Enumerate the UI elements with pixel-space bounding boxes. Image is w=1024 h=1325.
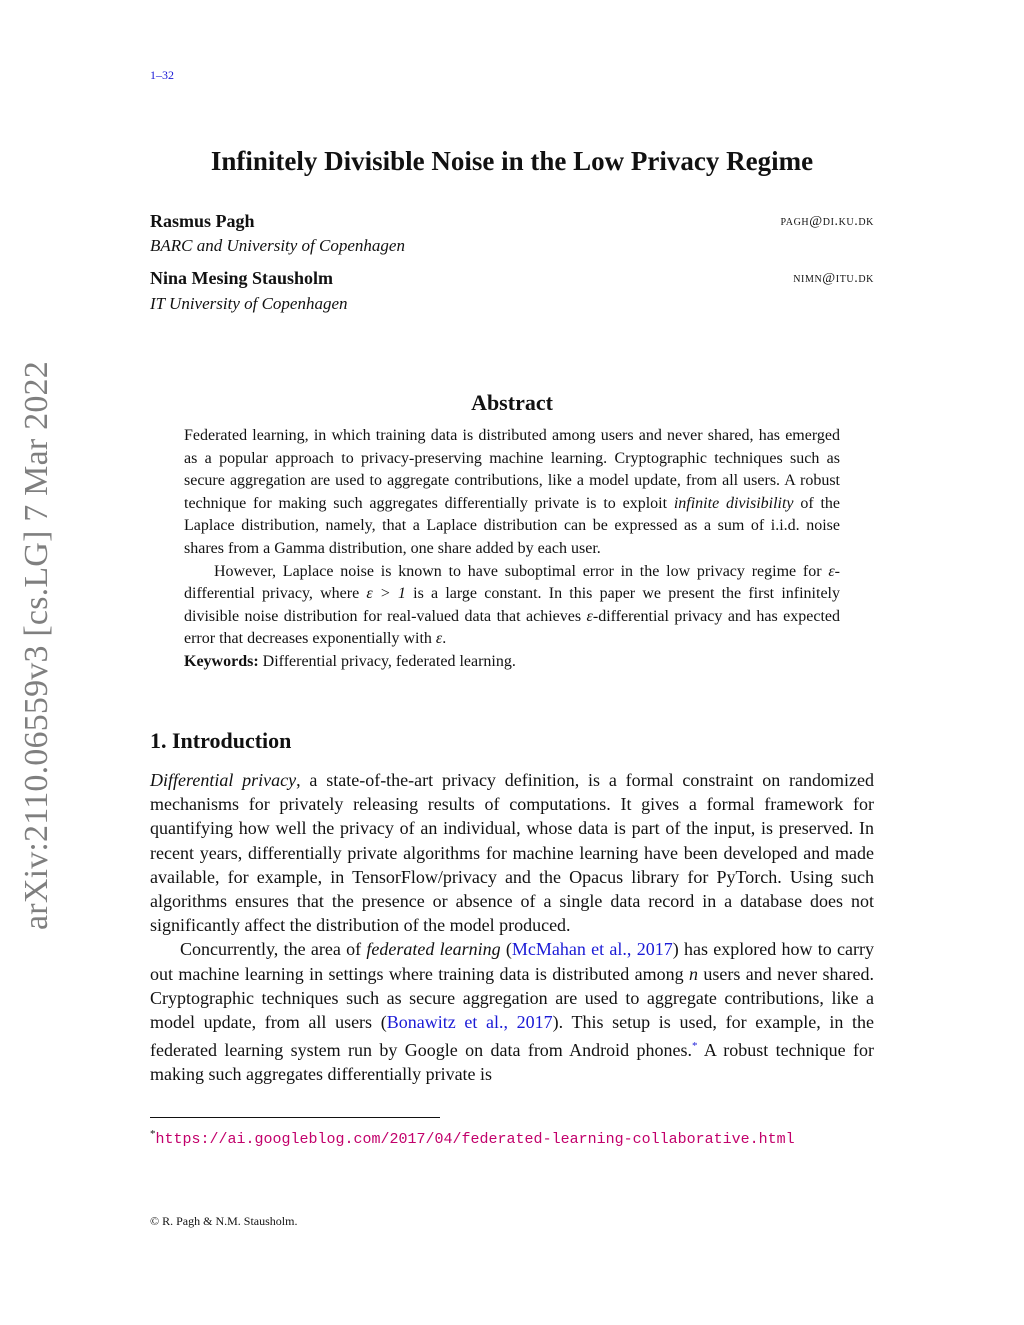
footnote-mark: *: [150, 1128, 156, 1140]
author-affiliation-2: IT University of Copenhagen: [150, 294, 348, 313]
abstract-paragraph-1: Federated learning, in which training data is distributed among users and never shared, has emerged as a popular approach to privacy-preserving machine learning. Cryptographic techniques such as secure aggregation are used to aggregate contributions, like a model update, from all users. A robust technique for making such aggregates differentially private is to exploit infinite divisibility of the Laplace distribution, namely, that a Laplace distribution can be expressed as a sum of i.i.d. noise shares from a Gamma distribution, one share added by each user.: [184, 427, 841, 557]
author-affiliation-1: BARC and University of Copenhagen: [150, 236, 405, 255]
page-range: 1–32: [150, 68, 174, 82]
citation-link-mcmahan[interactable]: McMahan et al., 2017: [511, 939, 673, 960]
author-email-2[interactable]: nimn@itu.dk: [793, 271, 874, 286]
intro-paragraph-2: Concurrently, the area of federated learning (McMahan et al., 2017) has explored how to carry out machine learning in settings where training data is distributed among n users and never shared. Cryptographic techniques such as secure aggregation are used to aggregate contributions, like a model update, from all users (Bonawitz et al., 2017). This setup is used, for example, in the federated learning system run by Google on data from Android phones.* A robust technique for making such aggregates differentially private is: [150, 939, 874, 1085]
keywords-text: Differential privacy, federated learning.: [258, 652, 516, 670]
keywords-label: Keywords:: [184, 652, 259, 670]
abstract-heading: Abstract: [471, 390, 553, 415]
author-name-2: Nina Mesing Stausholm: [150, 268, 334, 288]
footnote-divider: [150, 1117, 440, 1118]
author-name-1: Rasmus Pagh: [150, 211, 255, 231]
abstract-body: [184, 425, 840, 674]
introduction-body: [150, 768, 874, 1087]
footnote-marker-link[interactable]: *: [692, 1040, 698, 1053]
footnote: [150, 1124, 874, 1150]
arxiv-identifier-stamp: arXiv:2110.06559v3 [cs.LG] 7 Mar 2022: [18, 361, 55, 930]
abstract-paragraph-2: However, Laplace noise is known to have suboptimal error in the low privacy regime for ε-differential privacy, where ε > 1 is a large constant. In this paper we present the first infinitely divisible noise distribution for real-valued data that achieves ε-differential privacy and has expected error that decreases exponentially with ε.: [184, 562, 840, 648]
citation-link-bonawitz[interactable]: Bonawitz et al., 2017: [386, 1012, 553, 1033]
author-email-1[interactable]: pagh@di.ku.dk: [780, 214, 874, 229]
section-heading-introduction: 1. Introduction: [150, 728, 292, 753]
copyright-notice: © R. Pagh & N.M. Stausholm.: [150, 1214, 298, 1228]
intro-paragraph-1: Differential privacy, a state-of-the-art privacy definition, is a formal constraint on randomized mechanisms for privately releasing results of computations. It gives a formal framework for quantifying how well the privacy of an individual, whose data is part of the input, is preserved. In recent years, differentially private algorithms for machine learning have been developed and made available, for example, in TensorFlow/privacy and the Opacus library for PyTorch. Using such algorithms ensures that the presence or absence of a single data record in a database does not significantly affect the distribution of the model produced.: [150, 770, 874, 936]
keywords: [184, 651, 840, 674]
paper-title: Infinitely Divisible Noise in the Low Privacy Regime: [210, 146, 814, 176]
footnote-url-link[interactable]: https://ai.googleblog.com/2017/04/federated-learning-collaborative.html: [155, 1131, 795, 1148]
